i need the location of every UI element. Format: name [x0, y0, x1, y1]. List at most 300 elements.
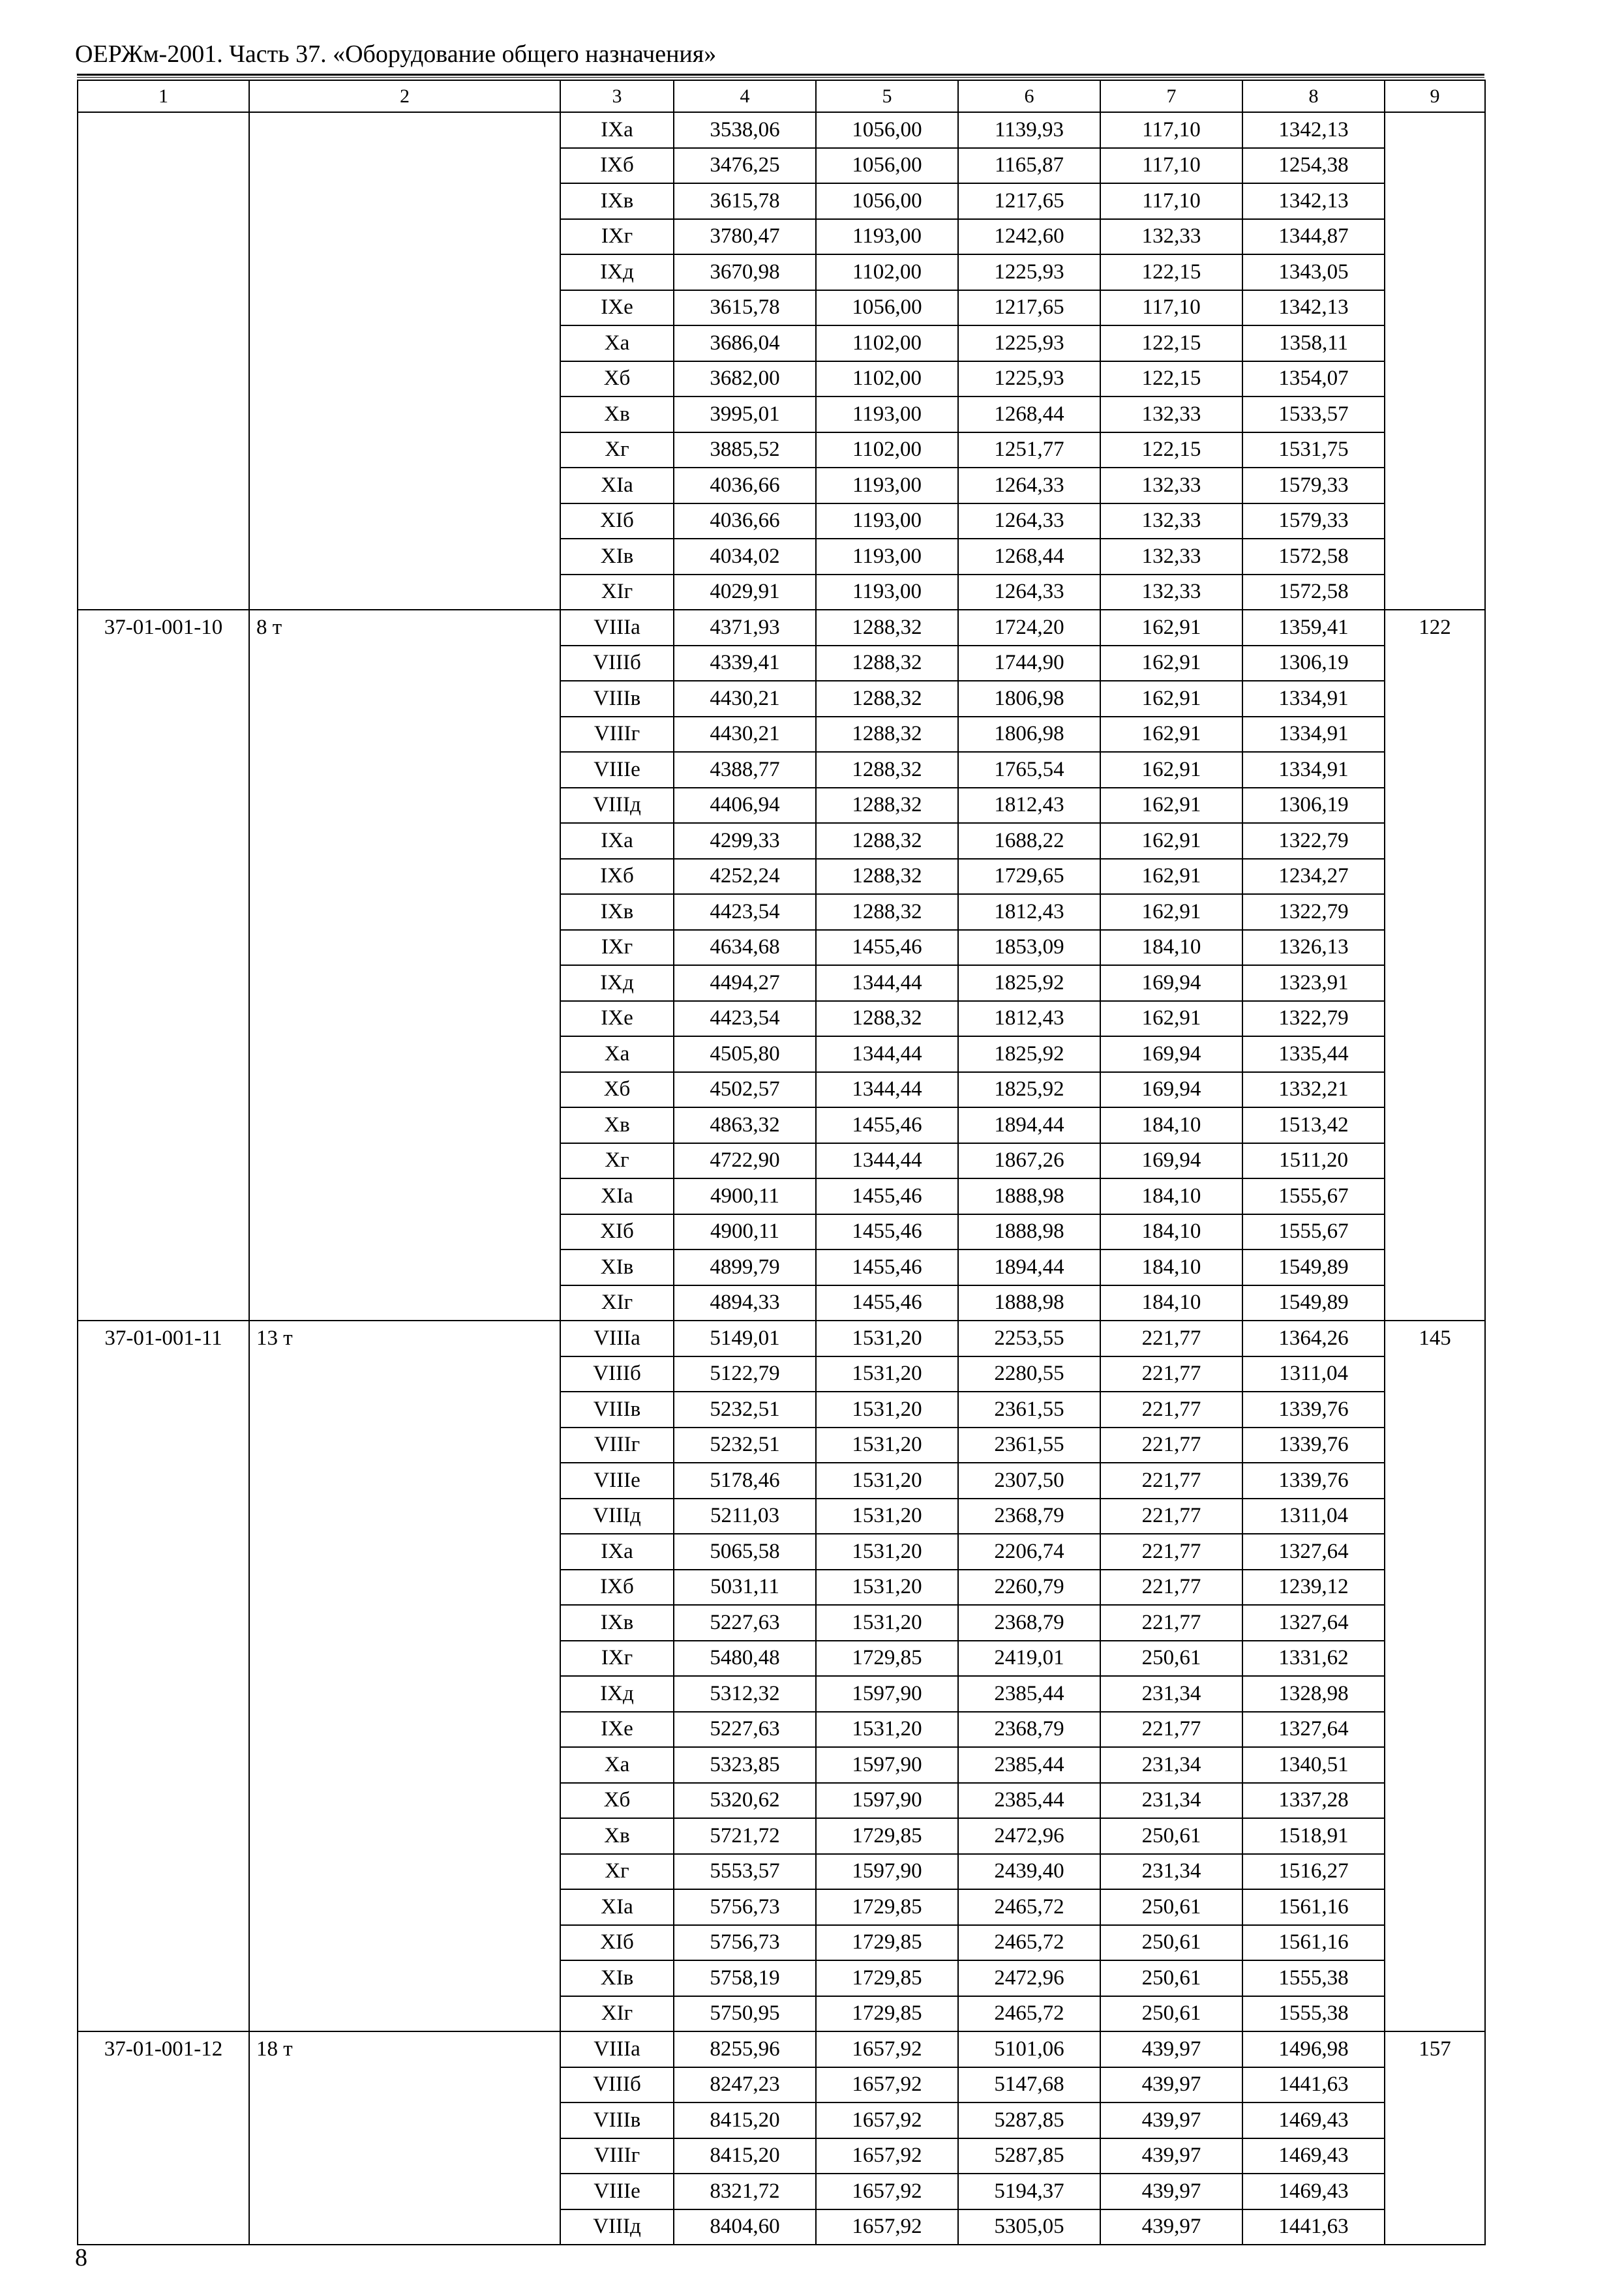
value-cell: 221,77	[1100, 1534, 1242, 1570]
value-cell: 1193,00	[816, 575, 958, 610]
value-cell: 439,97	[1100, 2067, 1242, 2103]
category-cell: IXв	[560, 183, 674, 219]
value-cell: 5122,79	[674, 1356, 816, 1392]
value-cell: 4894,33	[674, 1285, 816, 1321]
category-cell: VIIIв	[560, 681, 674, 717]
value-cell: 1234,27	[1242, 859, 1385, 895]
value-cell: 1254,38	[1242, 148, 1385, 184]
value-cell: 231,34	[1100, 1854, 1242, 1890]
category-cell: VIIIг	[560, 717, 674, 753]
category-cell: IXд	[560, 965, 674, 1001]
value-cell: 1225,93	[958, 254, 1100, 290]
value-cell: 5756,73	[674, 1889, 816, 1925]
value-cell: 1531,20	[816, 1321, 958, 1356]
value-cell: 8321,72	[674, 2174, 816, 2209]
value-cell: 1311,04	[1242, 1499, 1385, 1534]
value-cell: 1549,89	[1242, 1249, 1385, 1285]
value-cell: 169,94	[1100, 1072, 1242, 1108]
rate-code-cell: 37-01-001-12	[78, 2031, 249, 2245]
value-cell: 1455,46	[816, 1285, 958, 1321]
category-cell: IXа	[560, 823, 674, 859]
value-cell: 1342,13	[1242, 112, 1385, 148]
value-cell: 1344,44	[816, 1036, 958, 1072]
value-cell: 117,10	[1100, 148, 1242, 184]
value-cell: 1102,00	[816, 432, 958, 468]
value-cell: 1359,41	[1242, 610, 1385, 646]
value-cell: 1306,19	[1242, 646, 1385, 681]
value-cell: 3670,98	[674, 254, 816, 290]
value-cell: 5756,73	[674, 1925, 816, 1961]
value-cell: 1729,65	[958, 859, 1100, 895]
value-cell: 132,33	[1100, 219, 1242, 255]
value-cell: 250,61	[1100, 1889, 1242, 1925]
column-header: 2	[249, 80, 560, 112]
value-cell: 1311,04	[1242, 1356, 1385, 1392]
category-cell: IXе	[560, 290, 674, 326]
value-cell: 1193,00	[816, 468, 958, 503]
rate-name-cell	[249, 112, 560, 610]
value-cell: 5287,85	[958, 2138, 1100, 2174]
category-cell: IXа	[560, 112, 674, 148]
value-cell: 1765,54	[958, 752, 1100, 788]
rate-name-cell: 8 т	[249, 610, 560, 1321]
value-cell: 2385,44	[958, 1676, 1100, 1712]
category-cell: Xб	[560, 1072, 674, 1108]
value-cell: 4502,57	[674, 1072, 816, 1108]
rate-code-cell: 37-01-001-11	[78, 1321, 249, 2031]
value-cell: 1344,44	[816, 1143, 958, 1179]
value-cell: 1264,33	[958, 503, 1100, 539]
value-cell: 4899,79	[674, 1249, 816, 1285]
value-cell: 1657,92	[816, 2138, 958, 2174]
value-cell: 5323,85	[674, 1747, 816, 1783]
value-cell: 1455,46	[816, 1178, 958, 1214]
value-cell: 1102,00	[816, 254, 958, 290]
value-cell: 117,10	[1100, 112, 1242, 148]
category-cell: Xг	[560, 1143, 674, 1179]
value-cell: 1531,20	[816, 1356, 958, 1392]
value-cell: 5758,19	[674, 1960, 816, 1996]
value-cell: 1561,16	[1242, 1925, 1385, 1961]
value-cell: 1264,33	[958, 575, 1100, 610]
value-cell: 117,10	[1100, 183, 1242, 219]
value-cell: 1332,21	[1242, 1072, 1385, 1108]
value-cell: 132,33	[1100, 503, 1242, 539]
value-cell: 1531,20	[816, 1712, 958, 1748]
value-cell: 1657,92	[816, 2067, 958, 2103]
value-cell: 221,77	[1100, 1605, 1242, 1641]
value-cell: 1344,44	[816, 1072, 958, 1108]
category-cell: Xа	[560, 1036, 674, 1072]
value-cell: 5227,63	[674, 1605, 816, 1641]
value-cell: 1102,00	[816, 325, 958, 361]
value-cell: 1327,64	[1242, 1605, 1385, 1641]
value-cell: 1812,43	[958, 894, 1100, 930]
value-cell: 3780,47	[674, 219, 816, 255]
value-cell: 221,77	[1100, 1356, 1242, 1392]
value-cell: 3995,01	[674, 396, 816, 432]
value-cell: 4900,11	[674, 1214, 816, 1250]
value-cell: 250,61	[1100, 1925, 1242, 1961]
value-cell: 1288,32	[816, 717, 958, 753]
value-cell: 1102,00	[816, 361, 958, 397]
value-cell: 4036,66	[674, 468, 816, 503]
category-cell: IXг	[560, 930, 674, 966]
value-cell: 184,10	[1100, 1178, 1242, 1214]
value-cell: 2472,96	[958, 1960, 1100, 1996]
value-cell: 1193,00	[816, 219, 958, 255]
value-cell: 162,91	[1100, 646, 1242, 681]
category-cell: Xб	[560, 361, 674, 397]
value-cell: 439,97	[1100, 2031, 1242, 2067]
value-cell: 1657,92	[816, 2209, 958, 2245]
value-cell: 2385,44	[958, 1747, 1100, 1783]
value-cell: 3476,25	[674, 148, 816, 184]
category-cell: VIIIг	[560, 2138, 674, 2174]
value-cell: 4863,32	[674, 1107, 816, 1143]
value-cell: 1531,20	[816, 1570, 958, 1606]
category-cell: VIIIб	[560, 2067, 674, 2103]
category-cell: VIIIд	[560, 788, 674, 824]
value-cell: 1242,60	[958, 219, 1100, 255]
col9-cell: 122	[1385, 610, 1485, 1321]
value-cell: 5305,05	[958, 2209, 1100, 2245]
value-cell: 1888,98	[958, 1214, 1100, 1250]
value-cell: 1288,32	[816, 894, 958, 930]
value-cell: 8404,60	[674, 2209, 816, 2245]
category-cell: Xб	[560, 1783, 674, 1819]
value-cell: 4371,93	[674, 610, 816, 646]
value-cell: 439,97	[1100, 2209, 1242, 2245]
value-cell: 1469,43	[1242, 2138, 1385, 2174]
value-cell: 2361,55	[958, 1428, 1100, 1463]
value-cell: 1561,16	[1242, 1889, 1385, 1925]
value-cell: 184,10	[1100, 1214, 1242, 1250]
category-cell: VIIIе	[560, 1463, 674, 1499]
category-cell: IXв	[560, 894, 674, 930]
value-cell: 1513,42	[1242, 1107, 1385, 1143]
value-cell: 1251,77	[958, 432, 1100, 468]
category-cell: XIа	[560, 1178, 674, 1214]
value-cell: 1339,76	[1242, 1463, 1385, 1499]
value-cell: 1327,64	[1242, 1712, 1385, 1748]
value-cell: 1326,13	[1242, 930, 1385, 966]
value-cell: 1531,75	[1242, 432, 1385, 468]
value-cell: 1729,85	[816, 1641, 958, 1677]
value-cell: 1268,44	[958, 539, 1100, 575]
value-cell: 184,10	[1100, 1107, 1242, 1143]
value-cell: 4034,02	[674, 539, 816, 575]
value-cell: 439,97	[1100, 2138, 1242, 2174]
value-cell: 162,91	[1100, 752, 1242, 788]
value-cell: 1469,43	[1242, 2174, 1385, 2209]
value-cell: 122,15	[1100, 432, 1242, 468]
value-cell: 1572,58	[1242, 575, 1385, 610]
value-cell: 250,61	[1100, 1818, 1242, 1854]
value-cell: 2385,44	[958, 1783, 1100, 1819]
value-cell: 5721,72	[674, 1818, 816, 1854]
value-cell: 1806,98	[958, 717, 1100, 753]
value-cell: 117,10	[1100, 290, 1242, 326]
value-cell: 4036,66	[674, 503, 816, 539]
value-cell: 1165,87	[958, 148, 1100, 184]
rates-table	[77, 80, 1486, 2245]
value-cell: 1555,38	[1242, 1960, 1385, 1996]
value-cell: 1455,46	[816, 1249, 958, 1285]
value-cell: 3682,00	[674, 361, 816, 397]
value-cell: 3538,06	[674, 112, 816, 148]
value-cell: 1334,91	[1242, 681, 1385, 717]
value-cell: 1729,85	[816, 1925, 958, 1961]
value-cell: 3615,78	[674, 183, 816, 219]
header-rule-thin	[77, 77, 1484, 78]
value-cell: 1531,20	[816, 1499, 958, 1534]
value-cell: 250,61	[1100, 1641, 1242, 1677]
category-cell: XIб	[560, 503, 674, 539]
value-cell: 1533,57	[1242, 396, 1385, 432]
value-cell: 1288,32	[816, 752, 958, 788]
category-cell: XIг	[560, 1285, 674, 1321]
value-cell: 5194,37	[958, 2174, 1100, 2209]
column-header: 4	[674, 80, 816, 112]
column-header: 7	[1100, 80, 1242, 112]
value-cell: 5101,06	[958, 2031, 1100, 2067]
value-cell: 1193,00	[816, 503, 958, 539]
value-cell: 1825,92	[958, 1036, 1100, 1072]
category-cell: XIв	[560, 1249, 674, 1285]
value-cell: 1888,98	[958, 1178, 1100, 1214]
value-cell: 1597,90	[816, 1747, 958, 1783]
value-cell: 221,77	[1100, 1321, 1242, 1356]
value-cell: 439,97	[1100, 2174, 1242, 2209]
value-cell: 1729,85	[816, 1996, 958, 2032]
value-cell: 221,77	[1100, 1392, 1242, 1428]
table-row	[78, 610, 1485, 646]
value-cell: 1264,33	[958, 468, 1100, 503]
value-cell: 2307,50	[958, 1463, 1100, 1499]
value-cell: 4388,77	[674, 752, 816, 788]
value-cell: 1225,93	[958, 325, 1100, 361]
column-header: 3	[560, 80, 674, 112]
category-cell: XIв	[560, 1960, 674, 1996]
value-cell: 4423,54	[674, 894, 816, 930]
value-cell: 5065,58	[674, 1534, 816, 1570]
value-cell: 1888,98	[958, 1285, 1100, 1321]
value-cell: 1328,98	[1242, 1676, 1385, 1712]
value-cell: 1344,87	[1242, 219, 1385, 255]
rate-name-cell: 18 т	[249, 2031, 560, 2245]
category-cell: XIа	[560, 468, 674, 503]
value-cell: 1225,93	[958, 361, 1100, 397]
value-cell: 184,10	[1100, 930, 1242, 966]
value-cell: 1358,11	[1242, 325, 1385, 361]
value-cell: 1239,12	[1242, 1570, 1385, 1606]
category-cell: VIIIб	[560, 646, 674, 681]
value-cell: 2419,01	[958, 1641, 1100, 1677]
value-cell: 3686,04	[674, 325, 816, 361]
value-cell: 1343,05	[1242, 254, 1385, 290]
category-cell: XIа	[560, 1889, 674, 1925]
value-cell: 2280,55	[958, 1356, 1100, 1392]
value-cell: 5211,03	[674, 1499, 816, 1534]
value-cell: 1555,67	[1242, 1214, 1385, 1250]
value-cell: 1729,85	[816, 1889, 958, 1925]
value-cell: 5312,32	[674, 1676, 816, 1712]
value-cell: 1288,32	[816, 788, 958, 824]
category-cell: XIг	[560, 575, 674, 610]
value-cell: 4505,80	[674, 1036, 816, 1072]
document-header: ОЕРЖм-2001. Часть 37. «Оборудование общего назначения»	[75, 40, 717, 68]
value-cell: 5227,63	[674, 1712, 816, 1748]
category-cell: Xв	[560, 396, 674, 432]
value-cell: 132,33	[1100, 396, 1242, 432]
value-cell: 1555,67	[1242, 1178, 1385, 1214]
table-row	[78, 2031, 1485, 2067]
value-cell: 221,77	[1100, 1712, 1242, 1748]
value-cell: 1688,22	[958, 823, 1100, 859]
value-cell: 231,34	[1100, 1783, 1242, 1819]
value-cell: 1894,44	[958, 1249, 1100, 1285]
value-cell: 1323,91	[1242, 965, 1385, 1001]
value-cell: 1516,27	[1242, 1854, 1385, 1890]
value-cell: 1812,43	[958, 788, 1100, 824]
category-cell: Xг	[560, 1854, 674, 1890]
value-cell: 1825,92	[958, 965, 1100, 1001]
value-cell: 1894,44	[958, 1107, 1100, 1143]
value-cell: 1056,00	[816, 183, 958, 219]
value-cell: 1339,76	[1242, 1428, 1385, 1463]
value-cell: 5147,68	[958, 2067, 1100, 2103]
category-cell: VIIIа	[560, 610, 674, 646]
value-cell: 4430,21	[674, 681, 816, 717]
value-cell: 4339,41	[674, 646, 816, 681]
value-cell: 1339,76	[1242, 1392, 1385, 1428]
value-cell: 1579,33	[1242, 503, 1385, 539]
value-cell: 1441,63	[1242, 2209, 1385, 2245]
value-cell: 162,91	[1100, 859, 1242, 895]
value-cell: 1364,26	[1242, 1321, 1385, 1356]
value-cell: 162,91	[1100, 610, 1242, 646]
value-cell: 1337,28	[1242, 1783, 1385, 1819]
value-cell: 1217,65	[958, 290, 1100, 326]
category-cell: IXв	[560, 1605, 674, 1641]
value-cell: 221,77	[1100, 1570, 1242, 1606]
header-rule	[77, 74, 1484, 76]
category-cell: IXб	[560, 859, 674, 895]
category-cell: IXд	[560, 1676, 674, 1712]
category-cell: Xв	[560, 1818, 674, 1854]
value-cell: 231,34	[1100, 1676, 1242, 1712]
value-cell: 1657,92	[816, 2102, 958, 2138]
value-cell: 1056,00	[816, 290, 958, 326]
value-cell: 1288,32	[816, 823, 958, 859]
category-cell: IXг	[560, 1641, 674, 1677]
value-cell: 4406,94	[674, 788, 816, 824]
category-cell: Xг	[560, 432, 674, 468]
value-cell: 162,91	[1100, 788, 1242, 824]
value-cell: 250,61	[1100, 1960, 1242, 1996]
value-cell: 122,15	[1100, 325, 1242, 361]
column-header: 8	[1242, 80, 1385, 112]
category-cell: XIв	[560, 539, 674, 575]
value-cell: 1867,26	[958, 1143, 1100, 1179]
value-cell: 1322,79	[1242, 823, 1385, 859]
category-cell: Xа	[560, 325, 674, 361]
value-cell: 5320,62	[674, 1783, 816, 1819]
value-cell: 1455,46	[816, 1214, 958, 1250]
value-cell: 169,94	[1100, 1036, 1242, 1072]
value-cell: 2361,55	[958, 1392, 1100, 1428]
value-cell: 1657,92	[816, 2174, 958, 2209]
value-cell: 1354,07	[1242, 361, 1385, 397]
value-cell: 2253,55	[958, 1321, 1100, 1356]
value-cell: 1531,20	[816, 1534, 958, 1570]
table-body	[78, 80, 1485, 2245]
value-cell: 2439,40	[958, 1854, 1100, 1890]
value-cell: 1531,20	[816, 1428, 958, 1463]
value-cell: 1812,43	[958, 1001, 1100, 1037]
value-cell: 1597,90	[816, 1783, 958, 1819]
value-cell: 1288,32	[816, 681, 958, 717]
category-cell: VIIIв	[560, 2102, 674, 2138]
value-cell: 4722,90	[674, 1143, 816, 1179]
category-cell: VIIIд	[560, 1499, 674, 1534]
value-cell: 3885,52	[674, 432, 816, 468]
value-cell: 169,94	[1100, 965, 1242, 1001]
category-cell: Xа	[560, 1747, 674, 1783]
value-cell: 4252,24	[674, 859, 816, 895]
value-cell: 8415,20	[674, 2138, 816, 2174]
value-cell: 162,91	[1100, 1001, 1242, 1037]
value-cell: 1572,58	[1242, 539, 1385, 575]
value-cell: 1511,20	[1242, 1143, 1385, 1179]
category-cell: VIIIв	[560, 1392, 674, 1428]
value-cell: 221,77	[1100, 1463, 1242, 1499]
value-cell: 1327,64	[1242, 1534, 1385, 1570]
value-cell: 221,77	[1100, 1499, 1242, 1534]
value-cell: 5553,57	[674, 1854, 816, 1890]
value-cell: 8255,96	[674, 2031, 816, 2067]
category-cell: VIIIд	[560, 2209, 674, 2245]
value-cell: 1657,92	[816, 2031, 958, 2067]
value-cell: 1193,00	[816, 539, 958, 575]
value-cell: 132,33	[1100, 468, 1242, 503]
value-cell: 1340,51	[1242, 1747, 1385, 1783]
value-cell: 2465,72	[958, 1925, 1100, 1961]
value-cell: 4634,68	[674, 930, 816, 966]
value-cell: 162,91	[1100, 823, 1242, 859]
category-cell: XIг	[560, 1996, 674, 2032]
value-cell: 1469,43	[1242, 2102, 1385, 2138]
rate-name-cell: 13 т	[249, 1321, 560, 2031]
category-cell: IXб	[560, 148, 674, 184]
value-cell: 132,33	[1100, 539, 1242, 575]
value-cell: 4299,33	[674, 823, 816, 859]
value-cell: 2472,96	[958, 1818, 1100, 1854]
value-cell: 2368,79	[958, 1605, 1100, 1641]
value-cell: 1555,38	[1242, 1996, 1385, 2032]
value-cell: 5031,11	[674, 1570, 816, 1606]
value-cell: 1806,98	[958, 681, 1100, 717]
value-cell: 184,10	[1100, 1249, 1242, 1285]
value-cell: 250,61	[1100, 1996, 1242, 2032]
category-cell: VIIIа	[560, 1321, 674, 1356]
value-cell: 162,91	[1100, 717, 1242, 753]
value-cell: 1729,85	[816, 1818, 958, 1854]
value-cell: 2206,74	[958, 1534, 1100, 1570]
value-cell: 1579,33	[1242, 468, 1385, 503]
value-cell: 4900,11	[674, 1178, 816, 1214]
